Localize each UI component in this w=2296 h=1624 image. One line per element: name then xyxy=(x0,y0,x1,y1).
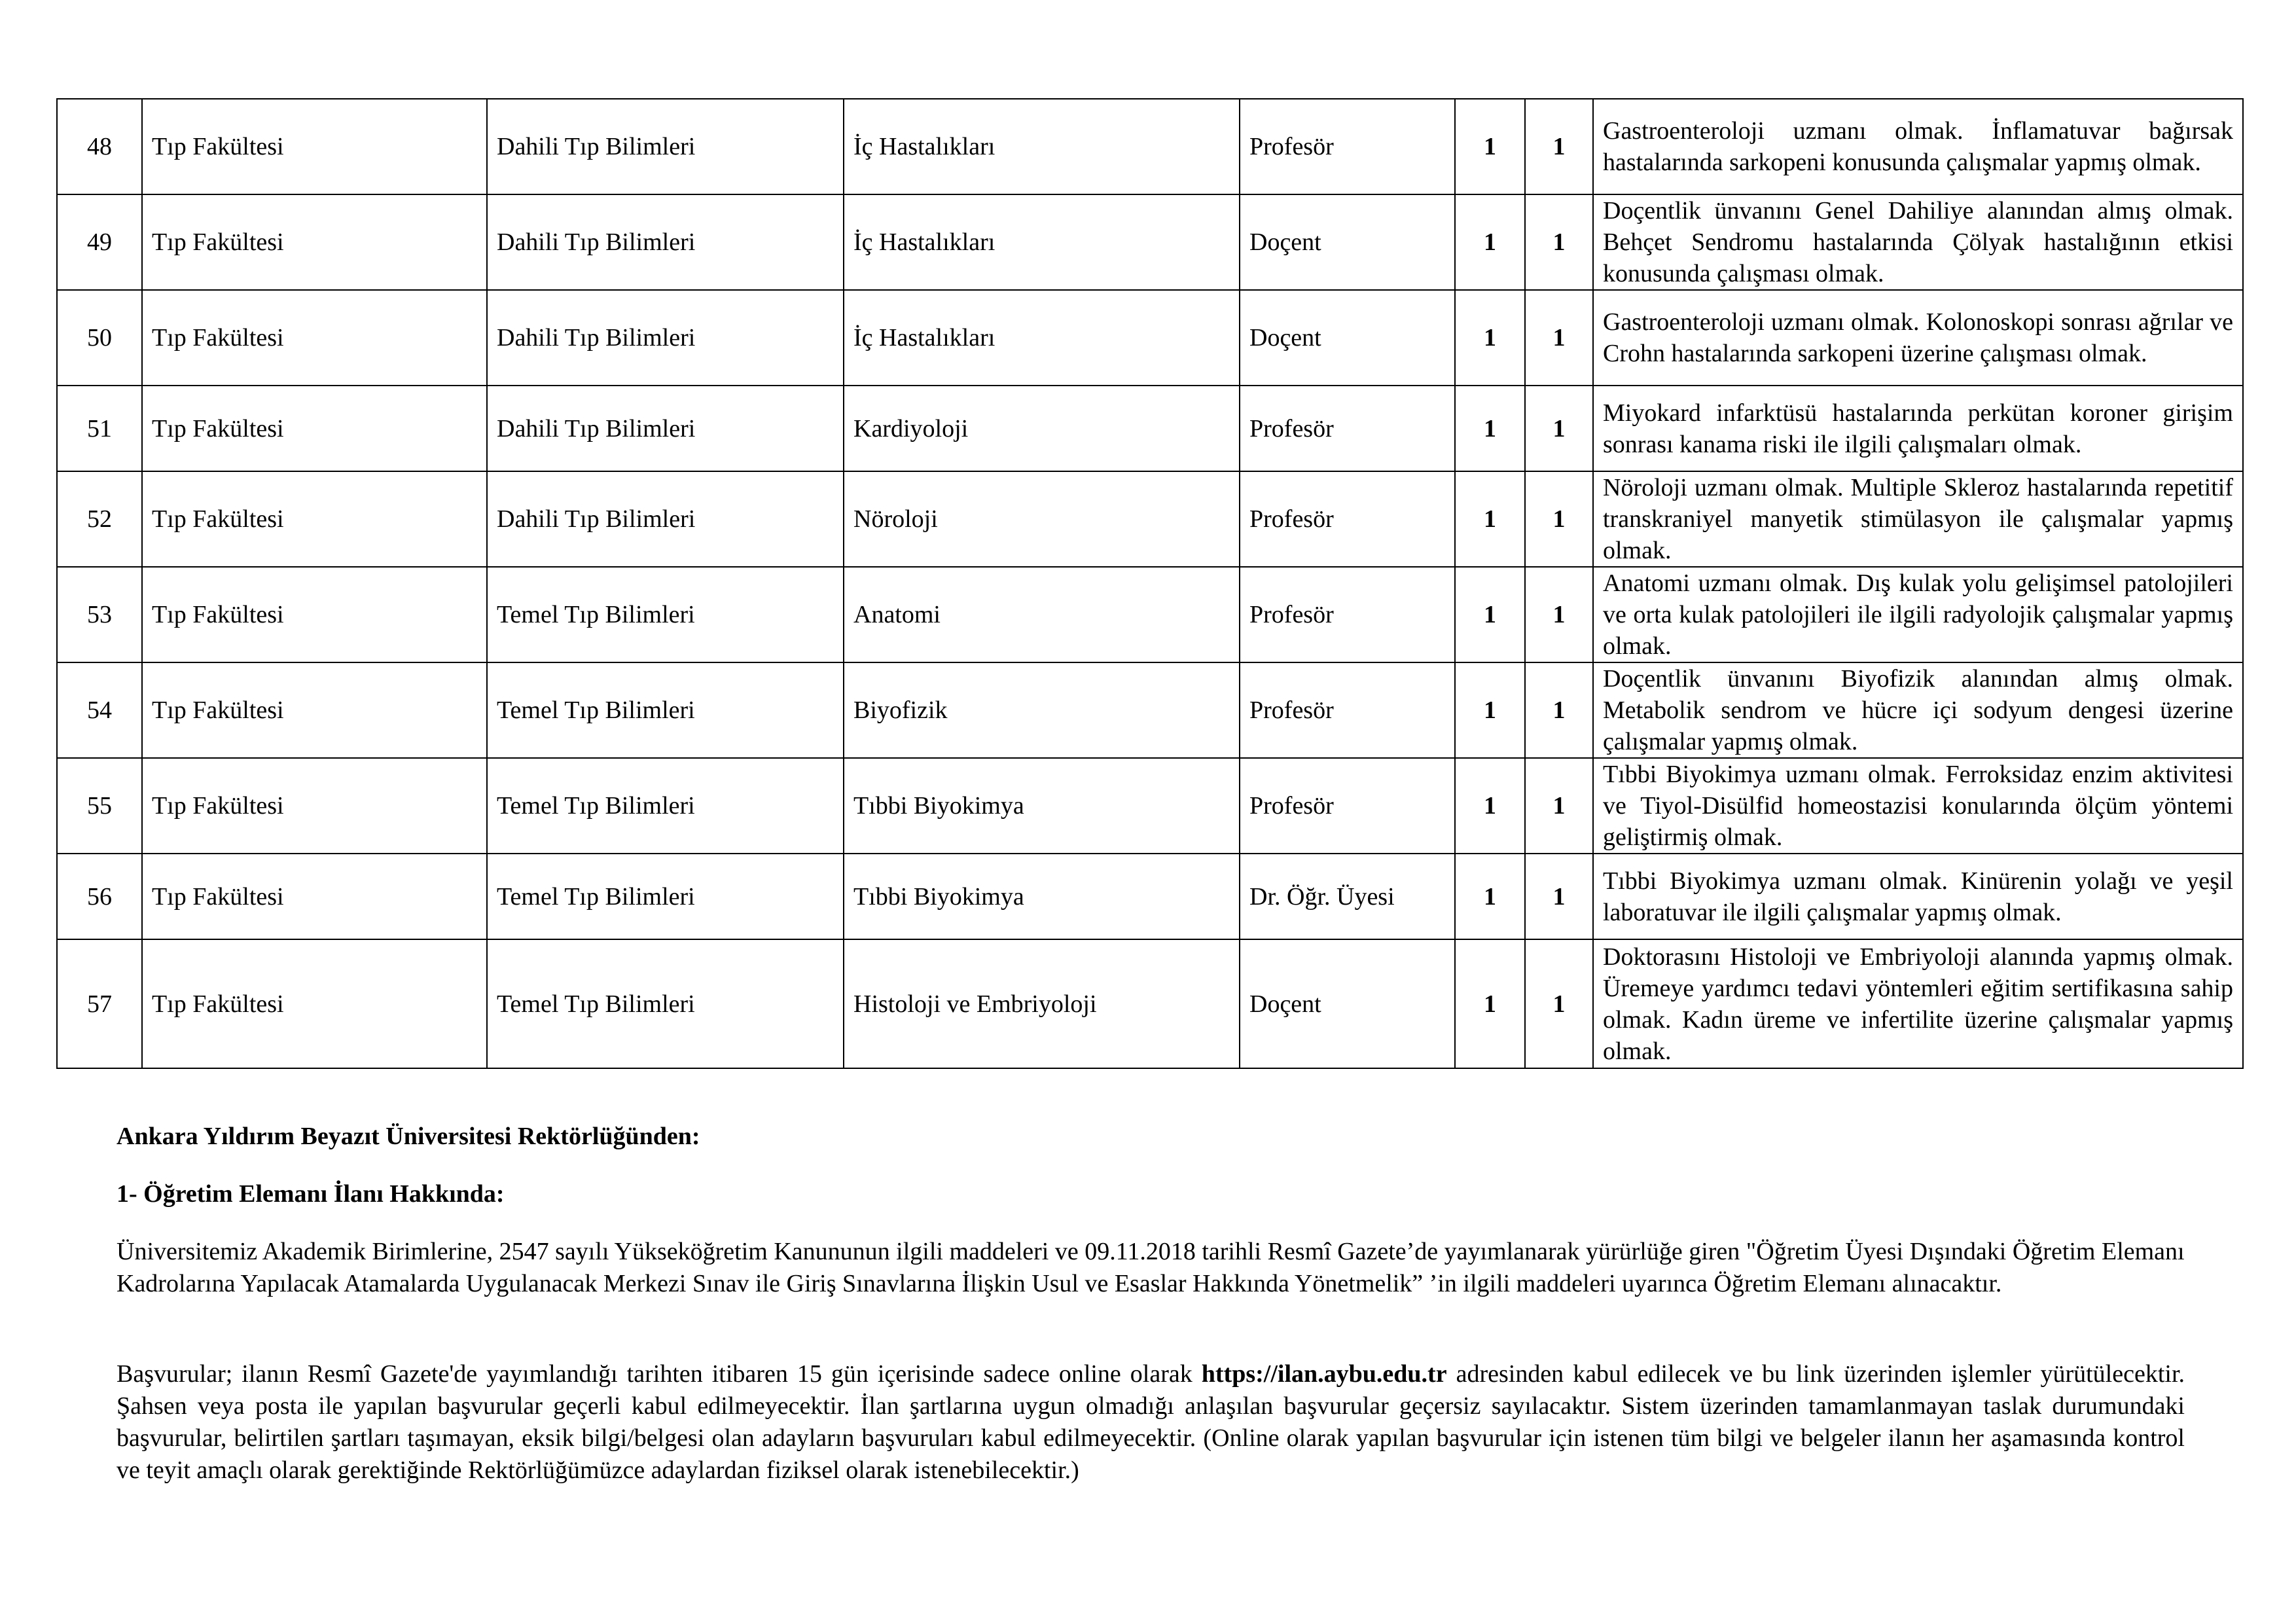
conditions-cell: Miyokard infarktüsü hastalarında perkütan koroner girişim sonrası kanama riski ile ilgili çalışmaları olmak. xyxy=(1593,386,2243,471)
title-cell: Doçent xyxy=(1240,290,1455,386)
table-row xyxy=(57,662,2243,758)
count-cell: 1 xyxy=(1525,194,1593,290)
positions-table xyxy=(56,98,2244,1069)
title-cell: Profesör xyxy=(1240,567,1455,662)
table-row xyxy=(57,290,2243,386)
discipline-cell: Nöroloji xyxy=(844,471,1240,567)
count-cell: 1 xyxy=(1525,567,1593,662)
table-row xyxy=(57,939,2243,1068)
faculty-cell: Tıp Fakültesi xyxy=(142,471,487,567)
discipline-cell: Kardiyoloji xyxy=(844,386,1240,471)
count-cell: 1 xyxy=(1525,471,1593,567)
title-cell: Doçent xyxy=(1240,194,1455,290)
table-row xyxy=(57,386,2243,471)
title-cell: Profesör xyxy=(1240,471,1455,567)
faculty-cell: Tıp Fakültesi xyxy=(142,662,487,758)
department-cell: Temel Tıp Bilimleri xyxy=(487,854,844,939)
count-cell: 1 xyxy=(1455,471,1525,567)
title-cell: Profesör xyxy=(1240,758,1455,854)
count-cell: 1 xyxy=(1525,854,1593,939)
row-number: 52 xyxy=(57,471,142,567)
table-row xyxy=(57,99,2243,194)
row-number: 54 xyxy=(57,662,142,758)
row-number: 51 xyxy=(57,386,142,471)
application-link[interactable]: https://ilan.aybu.edu.tr xyxy=(1201,1360,1447,1388)
department-cell: Temel Tıp Bilimleri xyxy=(487,567,844,662)
count-cell: 1 xyxy=(1525,99,1593,194)
count-cell: 1 xyxy=(1525,939,1593,1068)
count-cell: 1 xyxy=(1455,567,1525,662)
faculty-cell: Tıp Fakültesi xyxy=(142,99,487,194)
count-cell: 1 xyxy=(1455,194,1525,290)
conditions-cell: Gastroenteroloji uzmanı olmak. Kolonoskopi sonrası ağrılar ve Crohn hastalarında sarkopeni üzerine çalışması olmak. xyxy=(1593,290,2243,386)
title-cell: Profesör xyxy=(1240,99,1455,194)
faculty-cell: Tıp Fakültesi xyxy=(142,758,487,854)
announcement-paragraph-1: Üniversitemiz Akademik Birimlerine, 2547 sayılı Yükseköğretim Kanununun ilgili maddeleri ve 09.11.2018 tarihli Resmî Gazete’de yayımlanarak yürürlüğe giren "Öğretim Üyesi Dışındaki Öğretim Elemanı Kadrolarına Yapılacak Atamalarda Uygulanacak Merkezi Sınav ile Giriş Sınavlarına İlişkin Usul ve Esaslar Hakkında Yönetmelik” ’in ilgili maddeleri uyarınca Öğretim Elemanı alınacaktır. xyxy=(117,1238,2185,1297)
count-cell: 1 xyxy=(1525,290,1593,386)
table-row xyxy=(57,471,2243,567)
row-number: 55 xyxy=(57,758,142,854)
department-cell: Dahili Tıp Bilimleri xyxy=(487,471,844,567)
discipline-cell: İç Hastalıkları xyxy=(844,194,1240,290)
row-number: 50 xyxy=(57,290,142,386)
count-cell: 1 xyxy=(1525,758,1593,854)
conditions-cell: Anatomi uzmanı olmak. Dış kulak yolu gelişimsel patolojileri ve orta kulak patolojileri ile ilgili radyolojik çalışmalar yapmış olmak. xyxy=(1593,567,2243,662)
table-row xyxy=(57,758,2243,854)
faculty-cell: Tıp Fakültesi xyxy=(142,194,487,290)
department-cell: Temel Tıp Bilimleri xyxy=(487,662,844,758)
conditions-cell: Gastroenteroloji uzmanı olmak. İnflamatuvar bağırsak hastalarında sarkopeni konusunda çalışmalar yapmış olmak. xyxy=(1593,99,2243,194)
count-cell: 1 xyxy=(1525,386,1593,471)
discipline-cell: İç Hastalıkları xyxy=(844,290,1240,386)
department-cell: Temel Tıp Bilimleri xyxy=(487,939,844,1068)
discipline-cell: Histoloji ve Embriyoloji xyxy=(844,939,1240,1068)
conditions-cell: Tıbbi Biyokimya uzmanı olmak. Ferroksidaz enzim aktivitesi ve Tiyol-Disülfid homeostazisi konularında ölçüm yöntemi geliştirmiş olmak. xyxy=(1593,758,2243,854)
count-cell: 1 xyxy=(1455,939,1525,1068)
table-row xyxy=(57,194,2243,290)
faculty-cell: Tıp Fakültesi xyxy=(142,290,487,386)
department-cell: Dahili Tıp Bilimleri xyxy=(487,194,844,290)
discipline-cell: Anatomi xyxy=(844,567,1240,662)
title-cell: Profesör xyxy=(1240,662,1455,758)
conditions-cell: Doçentlik ünvanını Biyofizik alanından almış olmak. Metabolik sendrom ve hücre içi sodyum dengesi üzerine çalışmalar yapmış olmak. xyxy=(1593,662,2243,758)
table-row xyxy=(57,567,2243,662)
announcement-paragraph-2 xyxy=(117,1358,2185,1487)
title-cell: Doçent xyxy=(1240,939,1455,1068)
paragraph-text: adresinden kabul edilecek ve bu link üzerinden işlemler yürütülecektir. Şahsen veya posta ile yapılan başvurular geçerli kabul edilmeyecektir. İlan şartlarına uygun olmadığı anlaşılan başvurular geçersiz sayılacaktır. Sistem üzerinden tamamlanmayan taslak durumundaki başvurular, belirtilen şartları taşımayan, eksik bilgi/belgesi olan adayların başvuruları kabul edilmeyecektir. (Online olarak yapılan başvurular için istenen tüm bilgi ve belgeler ilanın her aşamasında kontrol ve teyit amaçlı olarak gerektiğinde Rektörlüğümüzce adaylardan fiziksel olarak istenebilecektir.) xyxy=(117,1360,2185,1484)
department-cell: Dahili Tıp Bilimleri xyxy=(487,290,844,386)
row-number: 57 xyxy=(57,939,142,1068)
conditions-cell: Tıbbi Biyokimya uzmanı olmak. Kinürenin yolağı ve yeşil laboratuvar ile ilgili çalışmalar yapmış olmak. xyxy=(1593,854,2243,939)
discipline-cell: Biyofizik xyxy=(844,662,1240,758)
row-number: 56 xyxy=(57,854,142,939)
title-cell: Dr. Öğr. Üyesi xyxy=(1240,854,1455,939)
department-cell: Temel Tıp Bilimleri xyxy=(487,758,844,854)
paragraph-text: Başvurular; ilanın Resmî Gazete'de yayımlandığı tarihten itibaren 15 gün içerisinde sadece online olarak xyxy=(117,1360,1202,1388)
count-cell: 1 xyxy=(1455,662,1525,758)
row-number: 49 xyxy=(57,194,142,290)
conditions-cell: Nöroloji uzmanı olmak. Multiple Skleroz hastalarında repetitif transkraniyel manyetik stimülasyon ile çalışmalar yapmış olmak. xyxy=(1593,471,2243,567)
count-cell: 1 xyxy=(1455,758,1525,854)
section-heading: 1- Öğretim Elemanı İlanı Hakkında: xyxy=(117,1180,505,1208)
announcement-heading: Ankara Yıldırım Beyazıt Üniversitesi Rektörlüğünden: xyxy=(117,1123,700,1150)
row-number: 53 xyxy=(57,567,142,662)
faculty-cell: Tıp Fakültesi xyxy=(142,386,487,471)
row-number: 48 xyxy=(57,99,142,194)
faculty-cell: Tıp Fakültesi xyxy=(142,854,487,939)
discipline-cell: İç Hastalıkları xyxy=(844,99,1240,194)
conditions-cell: Doktorasını Histoloji ve Embriyoloji alanında yapmış olmak. Üremeye yardımcı tedavi yöntemleri eğitim sertifikasına sahip olmak. Kadın üreme ve infertilite üzerine çalışmalar yapmış olmak. xyxy=(1593,939,2243,1068)
department-cell: Dahili Tıp Bilimleri xyxy=(487,386,844,471)
faculty-cell: Tıp Fakültesi xyxy=(142,567,487,662)
table-row xyxy=(57,854,2243,939)
title-cell: Profesör xyxy=(1240,386,1455,471)
department-cell: Dahili Tıp Bilimleri xyxy=(487,99,844,194)
count-cell: 1 xyxy=(1525,662,1593,758)
count-cell: 1 xyxy=(1455,854,1525,939)
conditions-cell: Doçentlik ünvanını Genel Dahiliye alanından almış olmak. Behçet Sendromu hastalarında Çölyak hastalığının etkisi konusunda çalışması olmak. xyxy=(1593,194,2243,290)
discipline-cell: Tıbbi Biyokimya xyxy=(844,854,1240,939)
count-cell: 1 xyxy=(1455,99,1525,194)
faculty-cell: Tıp Fakültesi xyxy=(142,939,487,1068)
discipline-cell: Tıbbi Biyokimya xyxy=(844,758,1240,854)
count-cell: 1 xyxy=(1455,386,1525,471)
count-cell: 1 xyxy=(1455,290,1525,386)
